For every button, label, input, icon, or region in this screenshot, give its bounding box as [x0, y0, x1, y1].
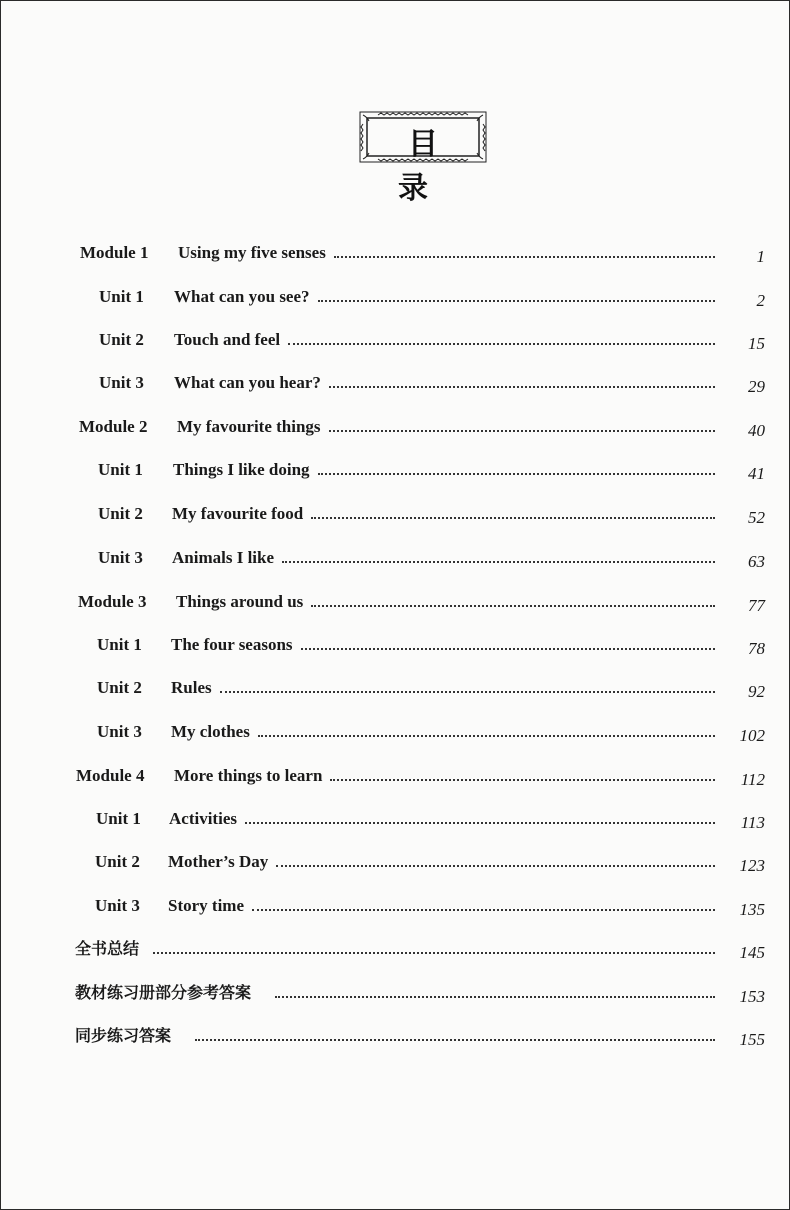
toc-entry-page: 78 — [748, 639, 765, 658]
toc-entry-module-2-unit-1[interactable] — [98, 456, 765, 483]
toc-entry-page: 1 — [756, 247, 765, 266]
dot-leader — [330, 779, 715, 781]
toc-entry-title: My clothes — [171, 722, 250, 741]
toc-entry-label: Unit 1 — [96, 809, 141, 828]
toc-entry-module-2[interactable] — [79, 413, 765, 440]
toc-entry-label: Unit 3 — [98, 548, 143, 567]
dot-leader — [258, 735, 715, 737]
toc-entry-summary[interactable] — [75, 935, 765, 962]
toc-entry-title: 全书总结 — [75, 939, 140, 958]
toc-entry-module-1-unit-1[interactable] — [99, 283, 765, 310]
dot-leader — [329, 430, 715, 432]
toc-entry-module-3-unit-1[interactable] — [97, 631, 765, 658]
toc-entry-title: Mother’s Day — [168, 852, 269, 871]
toc-entry-title: Using my five senses — [178, 243, 326, 262]
dot-leader — [301, 648, 715, 650]
toc-entry-page: 15 — [748, 334, 765, 353]
dot-leader — [195, 1039, 715, 1041]
toc-entry-module-1[interactable] — [80, 239, 765, 266]
toc-entry-title: Touch and feel — [174, 330, 281, 349]
toc-entry-module-3-unit-3[interactable] — [97, 718, 765, 745]
toc-entry-title: What can you see? — [174, 287, 310, 306]
toc-entry-label: Unit 3 — [99, 373, 144, 392]
toc-entry-label: Unit 3 — [97, 722, 142, 741]
dot-leader — [311, 605, 715, 607]
toc-entry-label: Unit 1 — [97, 635, 142, 654]
toc-entry-page: 77 — [748, 596, 765, 615]
toc-entry-title: Story time — [168, 896, 245, 915]
toc-entry-label: Unit 2 — [95, 852, 140, 871]
dot-leader — [252, 909, 715, 911]
toc-entry-label: Module 2 — [79, 417, 148, 436]
toc-entry-title: Animals I like — [172, 548, 275, 567]
toc-entry-page: 155 — [739, 1030, 765, 1049]
toc-entry-page: 2 — [756, 291, 765, 310]
toc-entry-page: 29 — [748, 377, 765, 396]
dot-leader — [334, 256, 715, 258]
toc-entry-page: 112 — [740, 770, 765, 789]
toc-entry-module-2-unit-2[interactable] — [98, 500, 765, 527]
dot-leader — [282, 561, 715, 563]
toc-entry-label: Unit 2 — [99, 330, 144, 349]
page-title: 目 录 — [398, 127, 458, 206]
toc-entry-textbook-answers[interactable] — [75, 979, 765, 1006]
toc-entry-page: 41 — [748, 464, 765, 483]
toc-entry-module-2-unit-3[interactable] — [98, 544, 765, 571]
dot-leader — [329, 386, 715, 388]
toc-entry-label: Unit 1 — [98, 460, 143, 479]
toc-entry-module-4-unit-2[interactable] — [95, 848, 765, 875]
toc-entry-title: My favourite things — [177, 417, 321, 436]
toc-entry-page: 135 — [739, 900, 765, 919]
toc-entry-page: 145 — [739, 943, 765, 962]
toc-entry-title: Activities — [169, 809, 237, 828]
contents-heading — [358, 110, 488, 206]
toc-entry-title: My favourite food — [172, 504, 304, 523]
toc-entry-module-4-unit-3[interactable] — [95, 892, 765, 919]
toc-entry-module-1-unit-3[interactable] — [99, 369, 765, 396]
toc-entry-module-1-unit-2[interactable] — [99, 326, 765, 353]
toc-entry-page: 113 — [740, 813, 765, 832]
toc-entry-title: 教材练习册部分参考答案 — [75, 983, 252, 1002]
toc-entry-title: Things around us — [176, 592, 304, 611]
toc-entry-title: What can you hear? — [174, 373, 321, 392]
toc-entry-page: 153 — [739, 987, 765, 1006]
dot-leader — [276, 865, 715, 867]
dot-leader — [153, 952, 715, 954]
toc-entry-label: Unit 2 — [97, 678, 142, 697]
toc-entry-practice-answers[interactable] — [75, 1022, 765, 1049]
toc-entry-page: 63 — [748, 552, 765, 571]
toc-entry-page: 92 — [748, 682, 765, 701]
toc-entry-label: Module 1 — [80, 243, 149, 262]
dot-leader — [318, 473, 715, 475]
toc-entry-label: Unit 3 — [95, 896, 140, 915]
toc-entry-label: Module 3 — [78, 592, 147, 611]
toc-entry-label: Unit 2 — [98, 504, 143, 523]
toc-entry-title: Rules — [171, 678, 212, 697]
toc-entry-title: More things to learn — [174, 766, 323, 785]
toc-entry-module-4[interactable] — [76, 762, 765, 789]
toc-entry-page: 102 — [739, 726, 765, 745]
toc-entry-module-4-unit-1[interactable] — [96, 805, 765, 832]
toc-entry-page: 40 — [748, 421, 765, 440]
toc-entry-title: The four seasons — [171, 635, 293, 654]
toc-entry-title: Things I like doing — [173, 460, 310, 479]
dot-leader — [318, 300, 715, 302]
dot-leader — [311, 517, 715, 519]
dot-leader — [288, 343, 715, 345]
toc-entry-label: Module 4 — [76, 766, 145, 785]
toc-entry-label: Unit 1 — [99, 287, 144, 306]
toc-entry-page: 123 — [739, 856, 765, 875]
dot-leader — [275, 996, 715, 998]
dot-leader — [245, 822, 715, 824]
dot-leader — [220, 691, 715, 693]
toc-entry-module-3-unit-2[interactable] — [97, 674, 765, 701]
toc-entry-module-3[interactable] — [78, 588, 765, 615]
toc-entry-page: 52 — [748, 508, 765, 527]
toc-entry-title: 同步练习答案 — [75, 1026, 172, 1045]
